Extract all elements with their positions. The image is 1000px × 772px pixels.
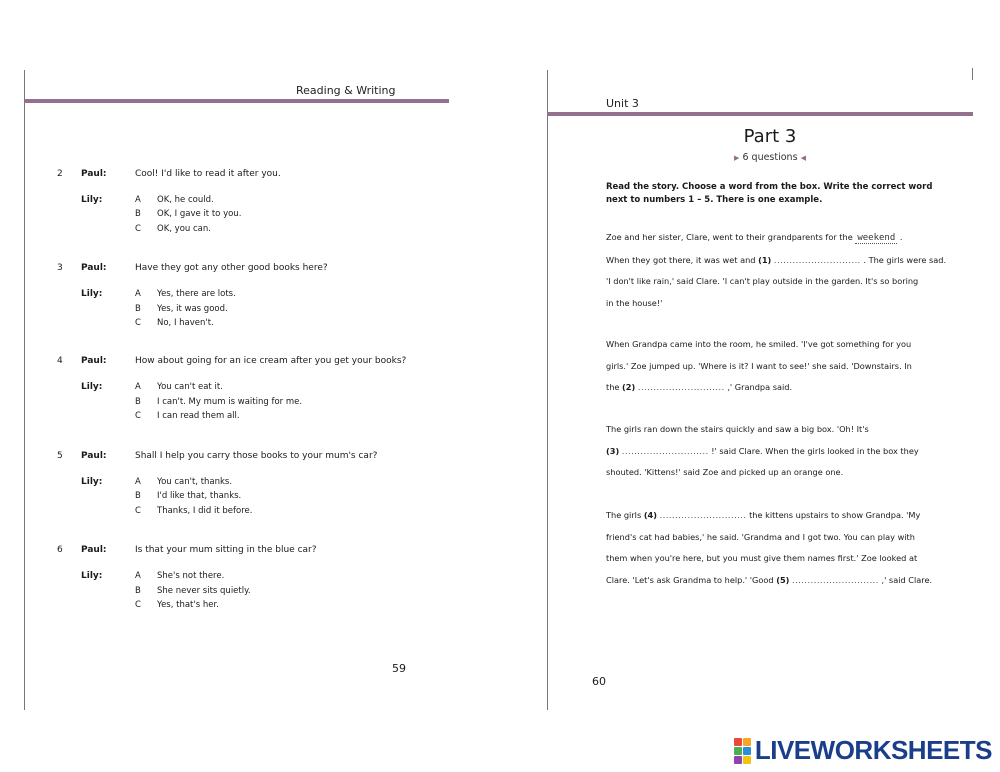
gap-1-input[interactable]: ............................ (773, 254, 861, 265)
option-a[interactable]: A You can't eat it. (135, 382, 223, 392)
option-c[interactable]: C OK, you can. (135, 224, 211, 234)
right-page-corner (972, 68, 973, 80)
gap-2-input[interactable]: ............................ (637, 382, 725, 392)
gap-5-label: (5) (776, 574, 790, 585)
story-line: The girls ran down the stairs quickly and saw a big box. 'Oh! It's (606, 424, 869, 434)
option-a[interactable]: A She's not there. (135, 571, 225, 581)
option-b[interactable]: B I'd like that, thanks. (135, 491, 242, 501)
question-number: 6 (57, 545, 63, 555)
story-paragraph-3 (606, 419, 956, 484)
triangle-left-icon: ◀ (800, 154, 806, 162)
question-number: 2 (57, 169, 63, 179)
speaker-paul: Paul: (81, 263, 107, 273)
speaker-lily: Lily: (81, 382, 103, 392)
option-c[interactable]: C Yes, that's her. (135, 600, 219, 610)
right-header: Unit 3 (606, 97, 639, 110)
option-b[interactable]: B I can't. My mum is waiting for me. (135, 397, 303, 407)
triangle-right-icon: ▶ (734, 154, 740, 162)
option-c[interactable]: C No, I haven't. (135, 318, 214, 328)
speaker-paul: Paul: (81, 356, 107, 366)
option-a[interactable]: A OK, he could. (135, 195, 214, 205)
option-c[interactable]: C Thanks, I did it before. (135, 506, 253, 516)
question-text: How about going for an ice cream after you get your books? (135, 356, 407, 366)
story-line: shouted. 'Kittens!' said Zoe and picked up an orange one. (606, 467, 844, 477)
speaker-paul: Paul: (81, 545, 107, 555)
option-a[interactable]: A Yes, there are lots. (135, 289, 236, 299)
story-paragraph-4 (606, 505, 956, 591)
speaker-paul: Paul: (81, 451, 107, 461)
story-line: When Grandpa came into the room, he smiled. 'I've got something for you (606, 339, 912, 349)
right-page-edge (547, 70, 548, 710)
story-line: The girls (4) ............................ the kittens upstairs to show Grandpa. 'My (606, 510, 921, 520)
liveworksheets-logo[interactable] (734, 735, 992, 766)
question-number: 4 (57, 356, 63, 366)
question-text: Cool! I'd like to read it after you. (135, 169, 281, 179)
left-header: Reading & Writing (296, 84, 396, 97)
option-c[interactable]: C I can read them all. (135, 411, 240, 421)
story-line: friend's cat had babies,' he said. 'Grandma and I got two. You can play with (606, 531, 915, 542)
gap-5-input[interactable]: ............................ (792, 574, 879, 585)
question-text: Have they got any other good books here? (135, 263, 328, 273)
option-b[interactable]: B OK, I gave it to you. (135, 209, 242, 219)
speaker-paul: Paul: (81, 169, 107, 179)
instructions: Read the story. Choose a word from the box. Write the correct word next to numbers 1 – 5. There is one example. (606, 182, 933, 205)
story-line: When they got there, it was wet and (1) ............................ . The girls were sad. (606, 254, 947, 265)
speaker-lily: Lily: (81, 195, 103, 205)
logo-text: LIVEWORKSHEETS (754, 735, 992, 765)
story-paragraph-2 (606, 334, 956, 399)
part-title: Part 3 (743, 126, 797, 147)
gap-4-label: (4) (643, 510, 657, 520)
speaker-lily: Lily: (81, 477, 103, 487)
example-answer: weekend (857, 233, 896, 243)
gap-3-label: (3) (606, 445, 620, 456)
story-line: (3) ............................ !' said Clare. When the girls looked in the box they (606, 445, 919, 456)
left-page-edge (24, 70, 25, 710)
speaker-lily: Lily: (81, 571, 103, 581)
left-header-rule (24, 99, 449, 103)
speaker-lily: Lily: (81, 289, 103, 299)
story-line: the (2) ............................ ,' Grandpa said. (606, 382, 793, 392)
right-header-rule (547, 112, 973, 116)
story-line: in the house!' (606, 297, 663, 308)
part-subtitle: ▶ 6 questions ◀ (734, 152, 806, 163)
gap-3-input[interactable]: ............................ (621, 445, 709, 456)
story-line: Zoe and her sister, Clare, went to their grandparents for the weekend . (606, 232, 903, 243)
question-number: 3 (57, 263, 63, 273)
left-page-number: 59 (392, 662, 406, 675)
option-b[interactable]: B Yes, it was good. (135, 304, 228, 314)
gap-4-input[interactable]: ............................ (659, 510, 747, 520)
question-text: Shall I help you carry those books to your mum's car? (135, 451, 378, 461)
question-number: 5 (57, 451, 63, 461)
right-page-number: 60 (592, 675, 606, 688)
story-paragraph-1 (606, 227, 956, 314)
story-line: them when you're here, but you must give them names first.' Zoe looked at (606, 553, 918, 563)
question-text: Is that your mum sitting in the blue car? (135, 545, 317, 555)
option-a[interactable]: A You can't, thanks. (135, 477, 233, 487)
gap-1-label: (1) (758, 254, 772, 265)
gap-2-label: (2) (622, 382, 636, 392)
option-b[interactable]: B She never sits quietly. (135, 586, 251, 596)
logo-blocks-icon (734, 738, 751, 764)
story-line: 'I don't like rain,' said Clare. 'I can't play outside in the garden. It's so boring (606, 276, 919, 286)
story-line: girls.' Zoe jumped up. 'Where is it? I want to see!' she said. 'Downstairs. In (606, 360, 912, 371)
story-line: Clare. 'Let's ask Grandma to help.' 'Good (5) ............................ ,' said Clare. (606, 574, 933, 585)
